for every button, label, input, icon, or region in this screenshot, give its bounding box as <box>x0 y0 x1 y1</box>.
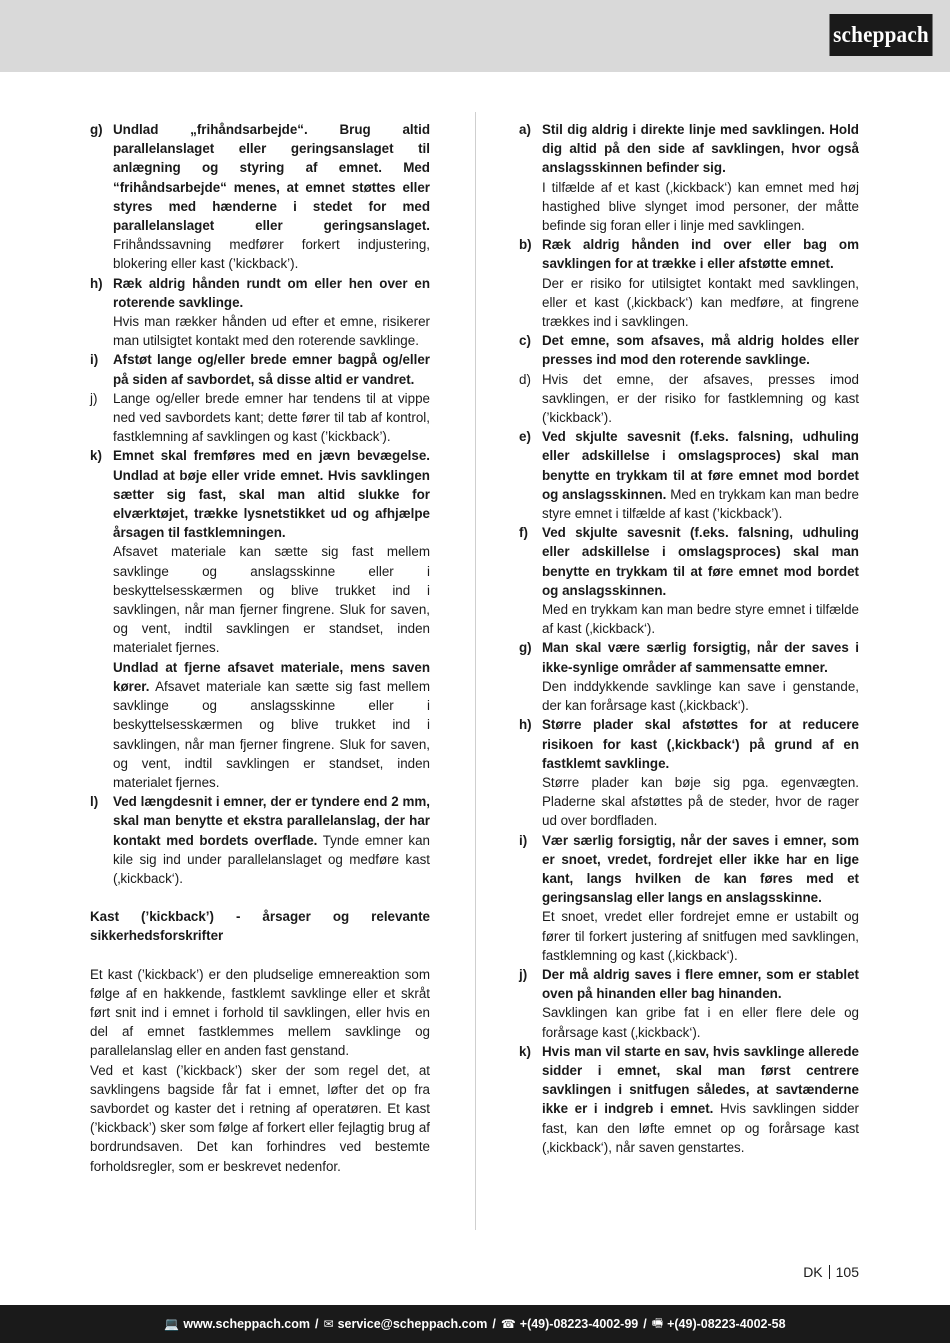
footer-separator: / <box>315 1317 319 1331</box>
item-marker: j) <box>519 966 528 982</box>
item-marker: k) <box>519 1043 531 1059</box>
footer-fax: +(49)-08223-4002-58 <box>667 1317 786 1331</box>
item-text: Hvis man rækker hånden ud efter et emne, risikerer man utilsigtet kontakt med den roterende savklinge. <box>113 314 430 349</box>
item-text: Afsavet materiale kan sætte sig fast mellem savklinge og anslagsskinne eller i beskyttelsesskærmen og blive trukket ind i savklingen, når man fjerner fingrene. Sluk for saven, og vent, indtil savklingen er standset, inden materialet fjernes. <box>113 544 430 656</box>
list-item <box>519 120 859 235</box>
item-marker: l) <box>90 794 99 810</box>
item-text-2: Afsavet materiale kan sætte sig fast mellem savklinge og anslagsskinne eller i beskyttelsesskærmen og blive trukket ind i savklingen, når man fjerner fingrene. Sluk for saven, og vent, indtil savklingen er standset, inden materialet fjernes. <box>113 678 430 790</box>
paragraph: Ved et kast (’kickback’) sker der som regel det, at savklingens bagside får fat i emnet, løfter det op fra savbordet og kaster det i retning af operatøren. Et kast (’kickback’) sker som følge af forkert eller fejlagtig brug af bordrundsaven. Det kan forhindres ved bestemte forholdsregler, som er beskrevet nedenfor. <box>90 1062 430 1174</box>
item-bold: Hvis man vil starte en sav, hvis savklinge allerede sidder i emnet, skal man først centrere savklingen i snitfugen således, at savtænderne ikke er i indgreb i emnet. <box>542 1043 859 1117</box>
item-bold: Ræk aldrig hånden ind over eller bag om savklingen for at trække i eller afstøtte emnet. <box>542 237 859 272</box>
list-item <box>90 792 430 888</box>
column-divider <box>475 112 476 1230</box>
footer-bar <box>0 1305 950 1343</box>
list-item <box>90 350 430 388</box>
item-bold: Afstøt lange og/eller brede emner bagpå og/eller på siden af savbordet, så disse altid er vandret. <box>113 352 430 387</box>
item-text: Hvis savklingen sidder fast, kan den løfte emnet op og forårsage kast (‚kickback‘), når saven genstartes. <box>542 1101 859 1155</box>
item-text: Hvis det emne, der afsaves, presses imod savklingen, er der risiko for fastklemning og kast (’kickback’). <box>542 371 859 426</box>
item-text: Lange og/eller brede emner har tendens til at vippe ned ved savbordets kant; dette fører til tab af kontrol, fastklemning af savklingen og kast (’kickback’). <box>113 390 430 445</box>
item-bold-2: Undlad at fjerne afsavet materiale, mens saven kører. <box>113 659 430 694</box>
item-marker: d) <box>519 371 531 387</box>
item-bold: Undlad „frihåndsarbejde“. Brug altid parallelanslaget eller geringsanslaget til anlægning og styring af emnet. Med “frihåndsarbejde“ menes, at emnet støttes eller styres med hænderne i stedet for med parallelanslaget eller geringsanslaget. <box>113 122 430 234</box>
item-marker: i) <box>90 352 99 368</box>
item-marker: b) <box>519 237 532 253</box>
item-text: Med en trykkam kan man bedre styre emnet i tilfælde af kast (‚kickback‘). <box>542 602 859 637</box>
section-heading: Kast (’kickback’) - årsager og relevante sikkerhedsforskrifter <box>90 909 430 944</box>
mail-icon: ✉ <box>323 1317 334 1331</box>
item-bold: Vær særlig forsigtig, når der saves i emner, som er snoet, vredet, fordrejet eller ikke har en lige kant, langs hvilken de kan føres med et geringsanslag eller langs en anslagsskinne. <box>542 832 859 906</box>
item-marker: c) <box>519 333 531 349</box>
item-marker: e) <box>519 429 531 445</box>
item-marker: g) <box>519 640 532 656</box>
list-item <box>519 235 859 331</box>
item-marker: g) <box>90 122 103 137</box>
item-bold: Ræk aldrig hånden rundt om eller hen over en roterende savklinge. <box>113 275 430 310</box>
item-marker: f) <box>519 525 528 541</box>
list-item <box>519 370 859 428</box>
list-item <box>519 1042 859 1157</box>
item-bold: Stil dig aldrig i direkte linje med savklingen. Hold dig altid på den side af savklingen, hvor også anslagsskinnen befinder sig. <box>542 122 859 176</box>
list-item <box>519 715 859 830</box>
item-text: I tilfælde af et kast (‚kickback‘) kan emnet med høj hastighed blive slynget imod personer, der måtte befinde sig foran eller i linje med savklingen. <box>542 179 859 234</box>
page-num: 105 <box>835 1264 859 1280</box>
list-item <box>519 638 859 715</box>
page-lang: DK <box>803 1264 823 1280</box>
list-item <box>90 120 430 274</box>
paragraph: Et kast (’kickback’) er den pludselige emnereaktion som følge af en hakkende, fastklemt savklinge eller et skråt ført snit ind i emnet i forhold til savklingen, eller hvis en del af emnet fastklemmes mellem savklinge og parallelanslag eller en anden fast genstand. <box>90 966 430 1059</box>
item-text: Større plader kan bøje sig pga. egenvægten. Pladerne skal afstøttes på de steder, hvor de rager ud over bordfladen. <box>542 774 859 829</box>
footer-website: www.scheppach.com <box>183 1317 311 1331</box>
item-text: Med en trykkam kan man bedre styre emnet i tilfælde af kast (’kickback’). <box>542 486 859 522</box>
item-bold: Ved længdesnit i emner, der er tyndere end 2 mm, skal man benytte et ekstra parallelanslag, der har kontakt med bordets overflade. <box>113 794 430 848</box>
item-bold: Ved skjulte savesnit (f.eks. falsning, udhuling eller adskillelse i omslagsproces) skal man benytte en trykkam til at føre emnet mod bordet og anslagsskinnen. <box>542 429 859 502</box>
list-item <box>519 331 859 369</box>
phone-icon: ☎ <box>500 1317 516 1331</box>
list-item <box>519 523 859 638</box>
list-item <box>519 965 859 1042</box>
item-marker: i) <box>519 832 528 848</box>
footer-phone: +(49)-08223-4002-99 <box>519 1317 639 1331</box>
item-text: Frihåndssavning medfører forkert indjustering, blokering eller kast (’kickback’). <box>113 237 430 272</box>
page-number <box>803 1264 859 1280</box>
footer-email: service@scheppach.com <box>337 1317 488 1331</box>
item-marker: k) <box>90 448 102 464</box>
list-item <box>519 427 859 523</box>
list-item <box>90 446 430 792</box>
page-separator <box>829 1265 830 1279</box>
item-marker: j) <box>90 390 98 406</box>
computer-icon: 💻 <box>164 1317 180 1331</box>
item-text: Tynde emner kan kile sig ind under parallelanslaget og medføre kast (‚kickback‘). <box>113 832 430 886</box>
footer-separator: / <box>643 1317 647 1331</box>
item-text: Der er risiko for utilsigtet kontakt med savklingen, eller et kast (‚kickback‘) kan medføre, at fingrene trækkes ind i savklingen. <box>542 275 859 330</box>
item-bold: Større plader skal afstøttes for at reducere risikoen for kast (‚kickback‘) på grund af en fastklemt savklinge. <box>542 717 859 771</box>
item-bold: Det emne, som afsaves, må aldrig holdes eller presses ind mod den roterende savklinge. <box>542 333 859 368</box>
list-item <box>90 389 430 447</box>
item-text: Den inddykkende savklinge kan save i genstande, der kan forårsage kast (‚kickback‘). <box>542 678 859 714</box>
fax-icon: 🖷 <box>651 1315 664 1330</box>
item-bold: Man skal være særlig forsigtig, når der saves i ikke-synlige områder af sammensatte emner. <box>542 640 859 675</box>
left-column <box>90 120 430 1176</box>
list-item <box>90 274 430 351</box>
footer-separator: / <box>492 1317 496 1331</box>
item-bold: Der må aldrig saves i flere emner, som er stablet oven på hinanden eller bag hinanden. <box>542 966 859 1002</box>
item-bold: Emnet skal fremføres med en jævn bevægelse. Undlad at bøje eller vride emnet. Hvis savklingen sætter sig fast, skal man altid slukke for elværktøjet, trække lysnetstikket ud og afhjælpe årsagen til fastklemningen. <box>113 448 430 541</box>
item-marker: a) <box>519 122 531 137</box>
item-marker: h) <box>519 717 532 733</box>
right-column <box>519 120 859 1157</box>
header-bar <box>0 0 950 72</box>
item-marker: h) <box>90 275 103 291</box>
list-item <box>519 831 859 965</box>
brand-logo: scheppach <box>829 14 932 56</box>
item-bold: Ved skjulte savesnit (f.eks. falsning, udhuling eller adskillelse i omslagsproces) skal man benytte en trykkam til at føre emnet mod bordet og anslagsskinnen. <box>542 525 859 598</box>
item-text: Et snoet, vredet eller fordrejet emne er ustabilt og fører til forkert justering af snitfugen med savklingen, fastklemning og kast (‚kickback‘). <box>542 909 859 963</box>
item-text: Savklingen kan gribe fat i en eller flere dele og forårsage kast (‚kickback‘). <box>542 1005 859 1040</box>
